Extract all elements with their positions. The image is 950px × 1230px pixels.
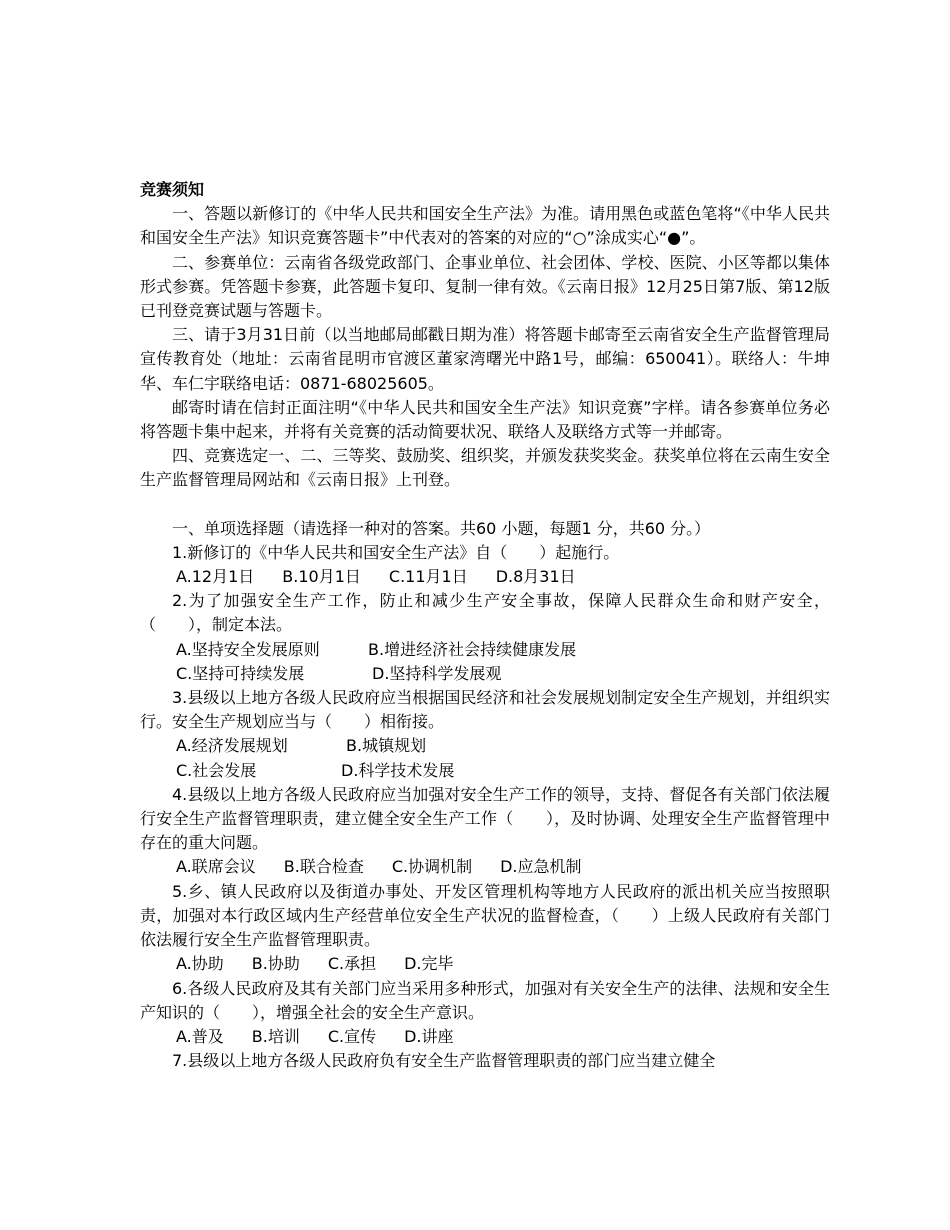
question-1-options: [140, 565, 830, 589]
notice-title: 竞赛须知: [140, 180, 205, 199]
notice-paragraph-3: 三、请于3月31日前（以当地邮局邮戳日期为准）将答题卡邮寄至云南省安全生产监督管理局宣传教育处（地址：云南省昆明市官渡区董家湾曙光中路1号，邮编：650041）。联络人：牛坤华、车仁宇联络电话：0871-68025605。: [140, 325, 830, 393]
option: A.联席会议: [176, 857, 256, 877]
notice-paragraph-5: 四、竞赛选定一、二、三等奖、鼓励奖、组织奖，并颁发获奖奖金。获奖单位将在云南生安全生产监督管理局网站和《云南日报》上刊登。: [140, 446, 830, 490]
option: A.12月1日: [176, 567, 255, 587]
question-4-text: 4.县级以上地方各级人民政府应当加强对安全生产工作的领导，支持、督促各有关部门依法履行安全生产监督管理职责，建立健全安全生产工作（ ），及时协调、处理安全生产监督管理中存在的重大问题。: [140, 784, 830, 853]
option: D.8月31日: [495, 567, 576, 587]
question-2-options-row-2: [140, 662, 830, 686]
document-page: [140, 178, 830, 1073]
option: A.普及: [176, 1026, 224, 1046]
question-6-options: [140, 1025, 830, 1049]
notice-paragraph-2: 二、参赛单位：云南省各级党政部门、企事业单位、社会团体、学校、医院、小区等都以集体形式参赛。凭答题卡参赛，此答题卡复印、复制一律有效。《云南日报》12月25日第7版、第12版已刊登竞赛试题与答题卡。: [140, 252, 830, 321]
question-1-text: 1.新修订的《中华人民共和国安全生产法》自（ ）起施行。: [172, 542, 620, 562]
question-5-options: [140, 952, 830, 976]
notice-paragraph-1: 一、答题以新修订的《中华人民共和国安全生产法》为准。请用黑色或蓝色笔将“《中华人民共和国安全生产法》知识竞赛答题卡”中代表对的答案的对应的“○”涂成实心“●”。: [140, 204, 830, 248]
option: D.讲座: [404, 1026, 454, 1046]
question-6-text: 6.各级人民政府及其有关部门应当采用多种形式，加强对有关安全生产的法律、法规和安全生产知识的（ ），增强全社会的安全生产意识。: [140, 978, 830, 1022]
blank-line: [140, 493, 830, 517]
option: D.应急机制: [500, 857, 582, 877]
option: A.经济发展规划: [176, 736, 288, 756]
option: C.坚持可持续发展: [176, 663, 305, 683]
option: B.增进经济社会持续健康发展: [368, 639, 577, 659]
option: D.科学技术发展: [341, 760, 455, 780]
option: A.坚持安全发展原则: [176, 639, 320, 659]
option: B.培训: [251, 1026, 300, 1046]
question-5-text: 5.乡、镇人民政府以及街道办事处、开发区管理机构等地方人民政府的派出机关应当按照职责，加强对本行政区域内生产经营单位安全生产状况的监督检查，（ ）上级人民政府有关部门依法履行安全生产监督管理职责。: [140, 881, 830, 950]
option: C.社会发展: [176, 760, 257, 780]
question-3-options-row-2: [140, 759, 830, 783]
option: C.协调机制: [391, 857, 473, 877]
question-4-options: [140, 855, 830, 879]
question-3-text: 3.县级以上地方各级人民政府应当根据国民经济和社会发展规划制定安全生产规划，并组织实行。安全生产规划应当与（ ）相衔接。: [140, 688, 830, 732]
option: D.坚持科学发展观: [372, 663, 502, 683]
option: B.城镇规划: [346, 736, 427, 756]
notice-paragraph-4: 邮寄时请在信封正面注明“《中华人民共和国安全生产法》知识竞赛”字样。请各参赛单位务必将答题卡集中起来，并将有关竞赛的活动简要状况、联络人及联络方式等一并邮寄。: [140, 397, 830, 442]
option: D.完毕: [404, 954, 454, 974]
option: B.10月1日: [282, 567, 361, 587]
option: A.协助: [176, 954, 224, 974]
option: C.11月1日: [388, 567, 468, 587]
question-2-options-row-1: [140, 638, 830, 662]
option: B.联合检查: [283, 857, 364, 877]
option: C.承担: [327, 954, 377, 974]
question-3-options-row-1: [140, 734, 830, 758]
section-title: 一、单项选择题（请选择一种对的答案。共60 小题，每题1 分，共60 分。）: [172, 518, 711, 538]
option: C.宣传: [327, 1026, 377, 1046]
question-7-text: 7.县级以上地方各级人民政府负有安全生产监督管理职责的部门应当建立健全: [172, 1051, 716, 1071]
question-2-text: 2.为了加强安全生产工作，防止和减少生产安全事故，保障人民群众生命和财产安全，（ ），制定本法。: [140, 591, 830, 635]
option: B.协助: [251, 954, 300, 974]
